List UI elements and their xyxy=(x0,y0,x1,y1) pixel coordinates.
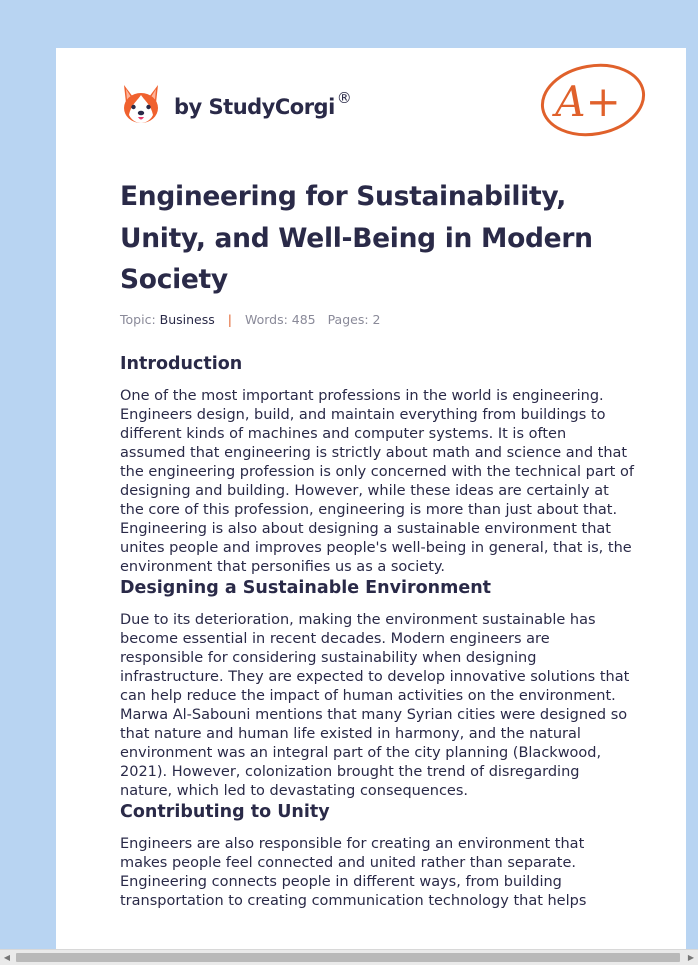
section-heading: Designing a Sustainable Environment xyxy=(120,578,492,598)
meta-separator: | xyxy=(227,312,232,327)
document-meta xyxy=(120,312,380,327)
scroll-right-arrow-icon[interactable]: ▶ xyxy=(687,953,695,962)
word-count: Words: 485 xyxy=(244,312,316,327)
document-title: Engineering for Sustainability, Unity, and Well-Being in Modern Society xyxy=(120,181,593,295)
page-count: Pages: 2 xyxy=(327,312,381,327)
grade-a-plus-badge xyxy=(538,60,648,140)
registered-mark: ® xyxy=(336,89,352,107)
section-paragraph: One of the most important professions in the world is engineering. Engineers design, build, and maintain everything from buildings to different kinds of machines and computer systems. It is often assumed that engineering is strictly about math and science and that the engineering profession is only concerned with the technical part of designing and building. However, while these ideas are certainly at the core of this profession, engineering is more than just about that. Engineering is also about designing a sustainable environment that unites people and improves people's well-being in general, that is, the environment that personifies us as a society. xyxy=(120,388,634,575)
document-content xyxy=(120,353,632,911)
document-page xyxy=(56,48,686,964)
horizontal-scrollbar[interactable] xyxy=(0,949,698,965)
brand-name: by StudyCorgi ® xyxy=(174,89,352,119)
topic-link[interactable]: Business xyxy=(159,312,215,327)
section-paragraph: Due to its deterioration, making the environment sustainable has become essential in recent decades. Modern engineers are responsible for considering sustainability when designing infrastructure. They are expected to develop innovative solutions that can help reduce the impact of human activities on the environment. Marwa Al-Sabouni mentions that many Syrian cities were designed so that nature and human life existed in harmony, and the natural environment was an integral part of the city planning (Blackwood, 2021). However, colonization brought the trend of disregarding nature, which led to devastating consequences. xyxy=(120,612,630,799)
section-paragraph: Engineers are also responsible for creating an environment that makes people feel connected and united rather than separate. Engineering connects people in different ways, from building transportation to creating communication technology that helps xyxy=(120,836,587,909)
brand-header[interactable] xyxy=(120,76,351,132)
scrollbar-thumb[interactable] xyxy=(16,953,680,962)
section-heading: Introduction xyxy=(120,354,243,374)
corgi-logo-icon xyxy=(120,81,162,127)
grade-text: A+ xyxy=(555,77,621,126)
section-heading: Contributing to Unity xyxy=(120,802,330,822)
topic-label: Topic: xyxy=(120,312,156,327)
scroll-left-arrow-icon[interactable]: ◀ xyxy=(3,953,11,962)
